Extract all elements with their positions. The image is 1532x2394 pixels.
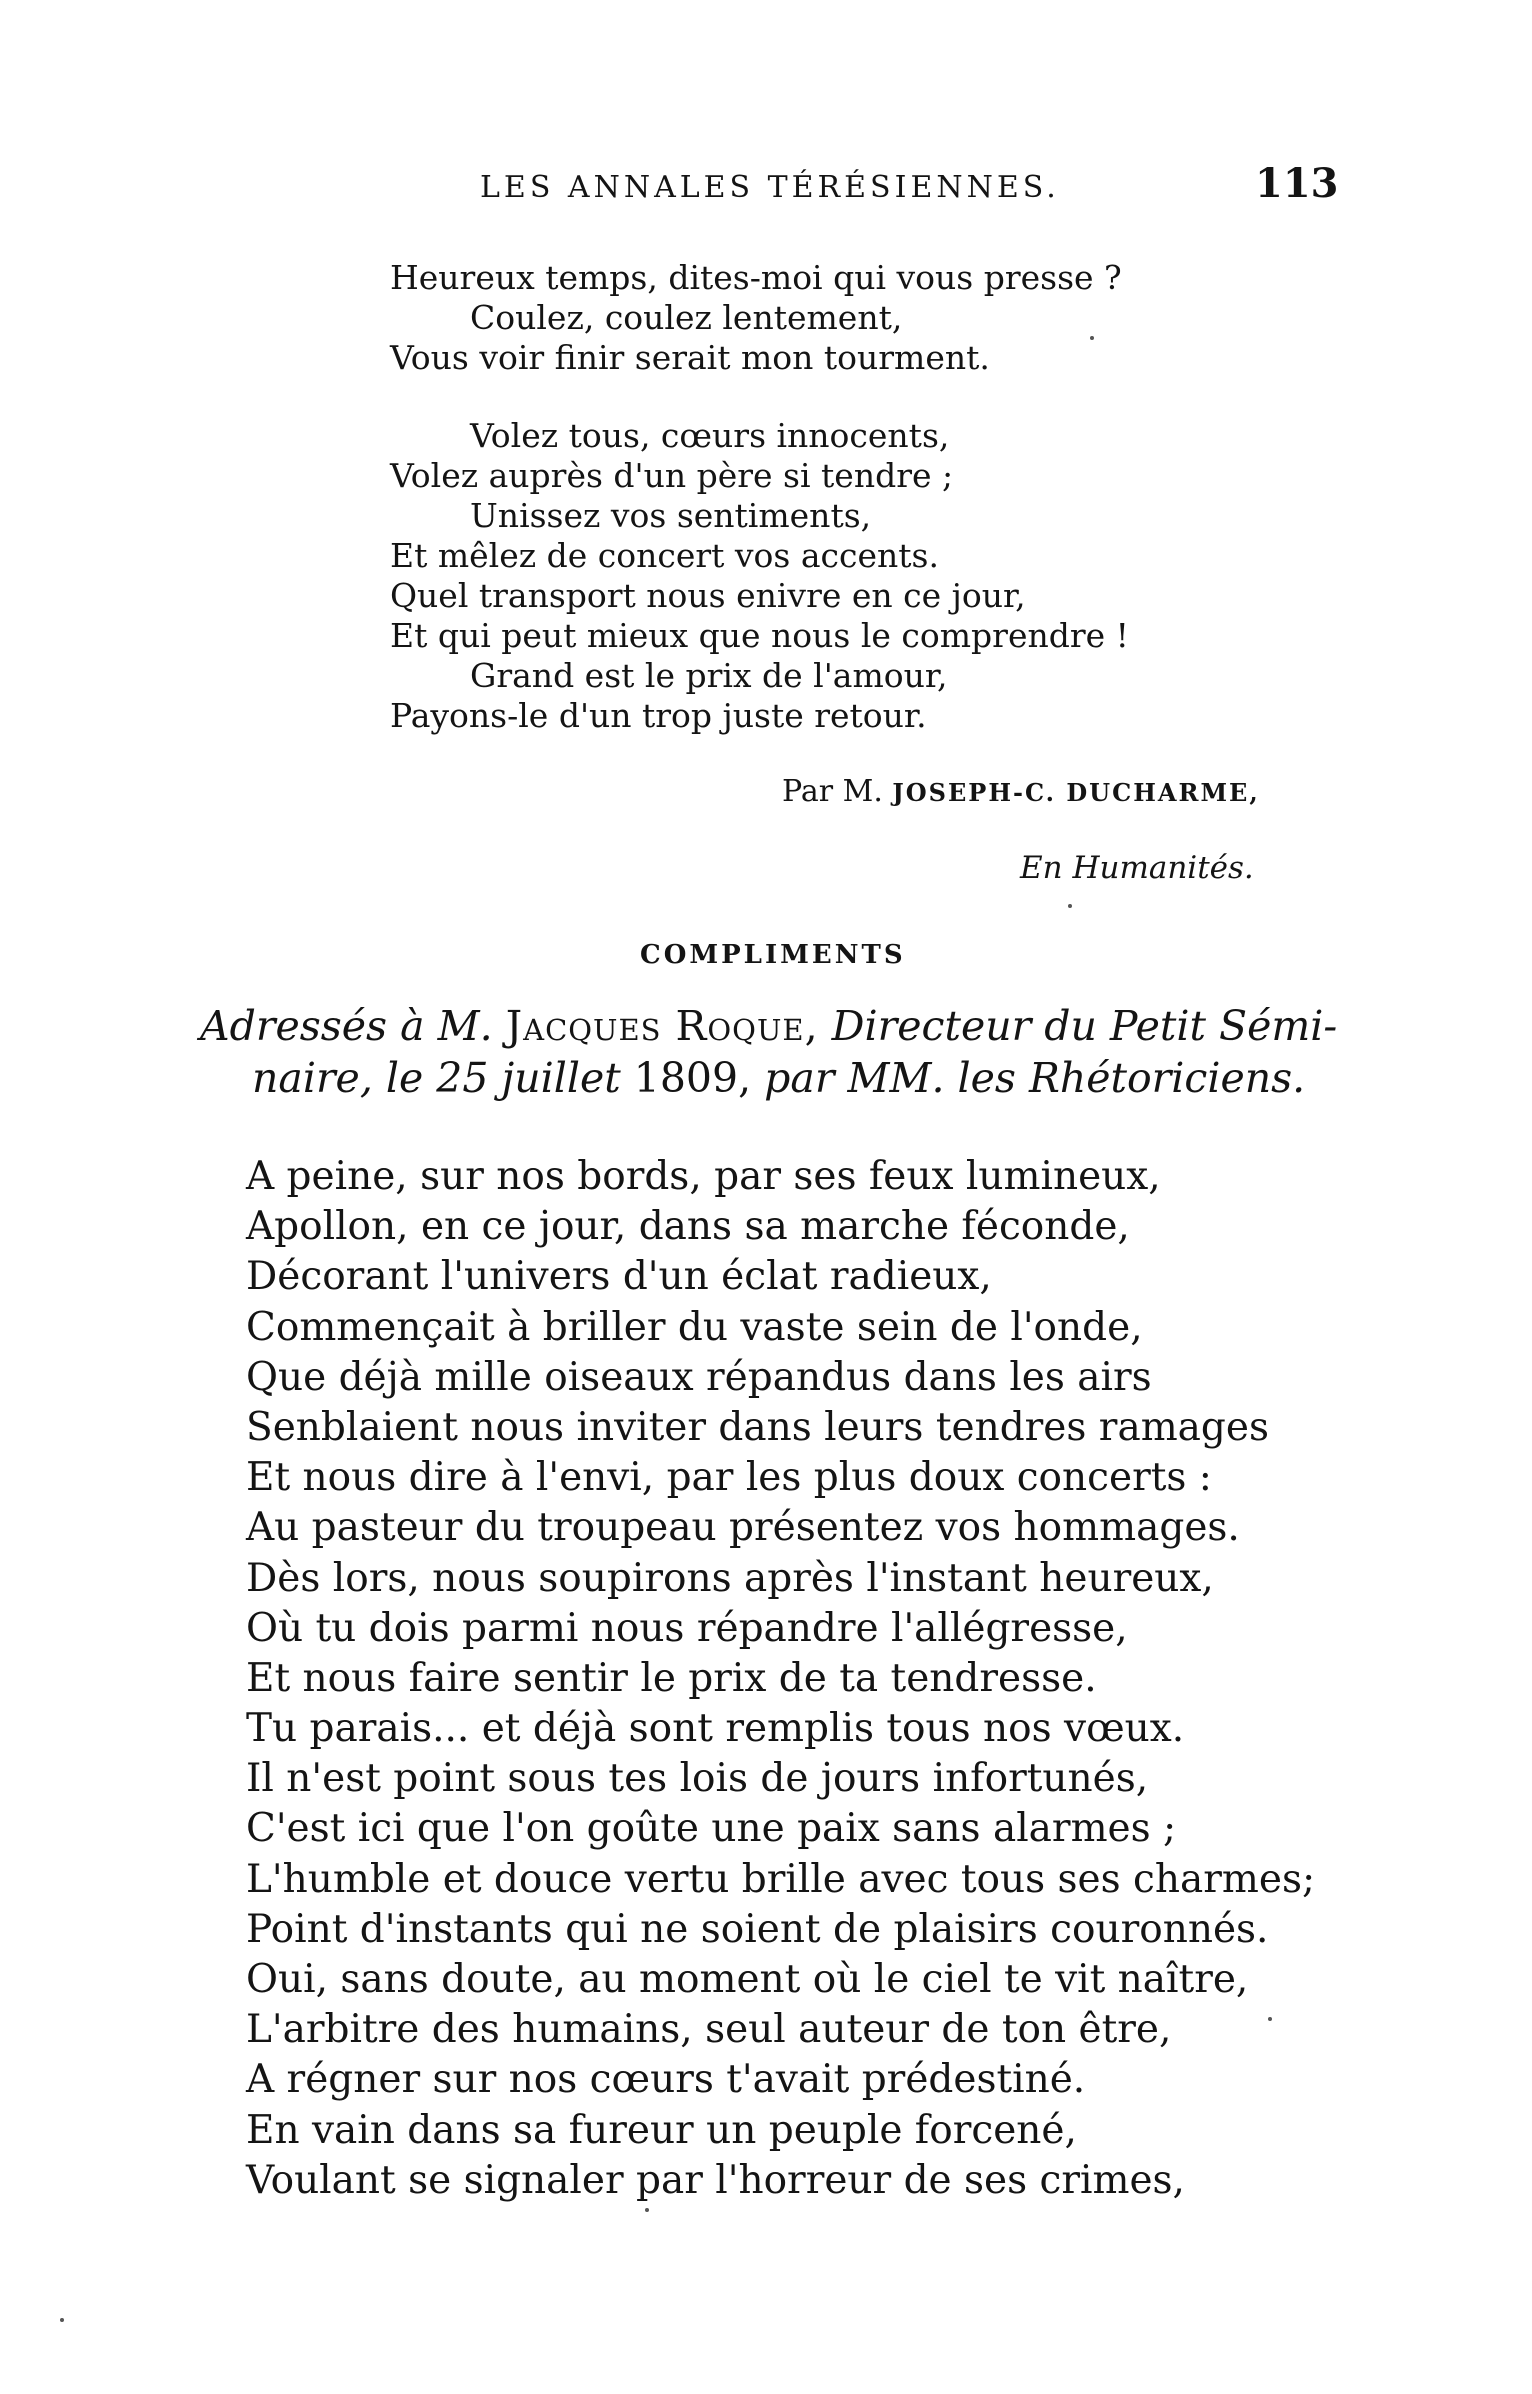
verse-line: Payons-le d'un trop juste retour.: [390, 696, 927, 735]
print-speck: [1090, 336, 1094, 340]
print-speck: [1268, 2017, 1272, 2021]
subtitle-part: Adressés à M.: [200, 1002, 493, 1050]
author-name: JOSEPH-C. DUCHARME,: [892, 778, 1260, 807]
stanza-break: [390, 378, 1129, 416]
poem-continuation: [390, 258, 1129, 736]
print-speck: [645, 2208, 649, 2212]
verse-line: Que déjà mille oiseaux répandus dans les airs: [246, 1354, 1152, 1400]
verse-line: Et mêlez de concert vos accents.: [390, 536, 939, 575]
verse-line: Et nous faire sentir le prix de ta tendresse.: [246, 1655, 1097, 1701]
honoree-name: Jacques Roque,: [505, 1002, 819, 1050]
verse-line: Et qui peut mieux que nous le comprendre !: [390, 616, 1129, 655]
verse-line: Décorant l'univers d'un éclat radieux,: [246, 1254, 992, 1300]
verse-line: Vous voir finir serait mon tourment.: [390, 338, 990, 377]
subtitle-part: naire, le 25 juillet: [252, 1054, 621, 1102]
verse-line: Grand est le prix de l'amour,: [470, 656, 948, 695]
print-speck: [60, 2318, 64, 2322]
verse-line: Et nous dire à l'envi, par les plus doux concerts :: [246, 1455, 1212, 1501]
subtitle-part: Directeur du Petit Sémi-: [831, 1002, 1338, 1050]
verse-line: Volez auprès d'un père si tendre ;: [390, 456, 954, 495]
verse-line: En vain dans sa fureur un peuple forcené,: [246, 2107, 1077, 2153]
author-signature: [782, 774, 1260, 809]
verse-line: Au pasteur du troupeau présentez vos hommages.: [246, 1505, 1240, 1551]
verse-line: Apollon, en ce jour, dans sa marche féconde,: [246, 1204, 1130, 1250]
verse-line: A régner sur nos cœurs t'avait prédestiné.: [246, 2057, 1086, 2103]
verse-line: Où tu dois parmi nous répandre l'allégresse,: [246, 1605, 1128, 1651]
subtitle-line: [200, 1000, 1340, 1052]
subtitle-year: 1809,: [633, 1054, 752, 1102]
author-class: En Humanités.: [1020, 850, 1254, 886]
verse-line: Tu parais... et déjà sont remplis tous nos vœux.: [246, 1706, 1185, 1752]
signature-prefix: Par M.: [782, 774, 883, 809]
verse-line: Unissez vos sentiments,: [470, 496, 872, 535]
verse-line: Oui, sans doute, au moment où le ciel te vit naître,: [246, 1957, 1249, 2002]
verse-line: Commençait à briller du vaste sein de l'onde,: [246, 1304, 1143, 1350]
verse-line: Coulez, coulez lentement,: [470, 298, 903, 337]
verse-line: Quel transport nous enivre en ce jour,: [390, 576, 1026, 615]
verse-line: C'est ici que l'on goûte une paix sans alarmes ;: [246, 1806, 1177, 1852]
verse-line: A peine, sur nos bords, par ses feux lumineux,: [246, 1154, 1161, 1199]
verse-line: Voulant se signaler par l'horreur de ses crimes,: [246, 2157, 1185, 2203]
subtitle-line: [200, 1052, 1340, 1104]
subtitle-part: par MM. les Rhétoriciens.: [764, 1054, 1306, 1102]
running-title: LES ANNALES TÉRÉSIENNES.: [480, 170, 1060, 205]
section-title: COMPLIMENTS: [640, 940, 906, 970]
compliments-poem: [246, 1152, 1315, 2206]
verse-line: Dès lors, nous soupirons après l'instant heureux,: [246, 1555, 1214, 1601]
verse-line: Heureux temps, dites-moi qui vous presse ?: [390, 258, 1122, 297]
verse-line: Senblaient nous inviter dans leurs tendres ramages: [246, 1404, 1269, 1450]
page-number: 113: [1255, 160, 1339, 207]
verse-line: Il n'est point sous tes lois de jours infortunés,: [246, 1756, 1149, 1802]
print-speck: [1068, 904, 1072, 908]
section-subtitle: [200, 1000, 1340, 1104]
verse-line: L'arbitre des humains, seul auteur de ton être,: [246, 2007, 1172, 2053]
verse-line: Volez tous, cœurs innocents,: [470, 416, 950, 455]
verse-line: L'humble et douce vertu brille avec tous ses charmes;: [246, 1856, 1316, 1902]
verse-line: Point d'instants qui ne soient de plaisirs couronnés.: [246, 1906, 1269, 1952]
